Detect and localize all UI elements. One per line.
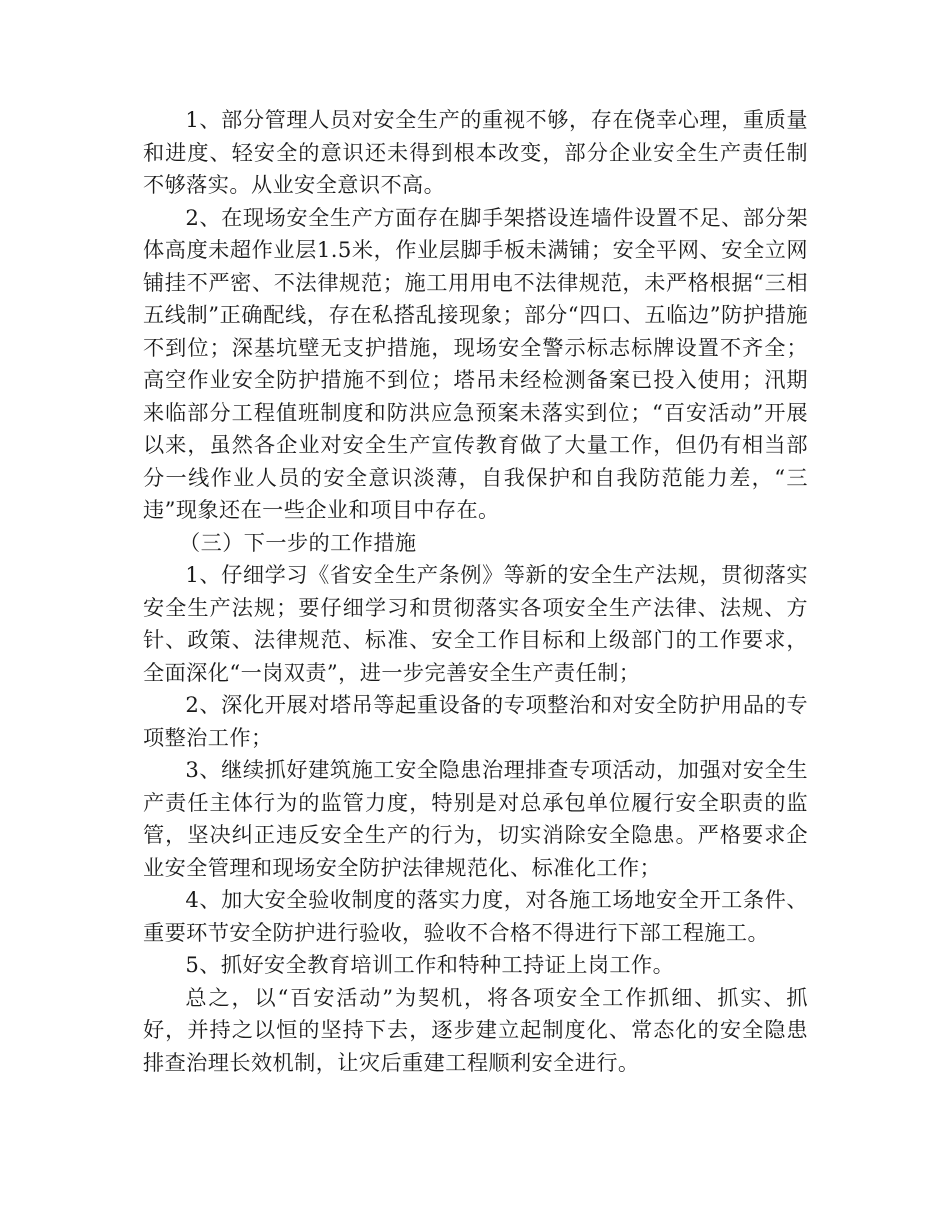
paragraph-4: 2、深化开展对塔吊等起重设备的专项整治和对安全防护用品的专项整治工作； (143, 692, 808, 750)
paragraph-7: 5、抓好安全教育培训工作和特种工持证上岗工作。 (185, 952, 675, 977)
paragraph-6: 4、加大安全验收制度的落实力度，对各施工场地安全开工条件、重要环节安全防护进行验收，验收不合格不得进行下部工程施工。 (143, 887, 808, 945)
paragraph-3: 1、仔细学习《省安全生产条例》等新的安全生产法规，贯彻落实安全生产法规；要仔细学习和贯彻落实各项安全生产法律、法规、方针、政策、法律规范、标准、安全工作目标和上级部门的工作要求，全面深化“一岗双责”，进一步完善安全生产责任制； (143, 562, 808, 685)
paragraph-1: 1、部分管理人员对安全生产的重视不够，存在侥幸心理，重质量和进度、轻安全的意识还未得到根本改变，部分企业安全生产责任制不够落实。从业安全意识不高。 (143, 107, 808, 197)
section-heading: （三）下一步的工作措施 (179, 529, 417, 555)
paragraph-8: 总之，以“百安活动”为契机，将各项安全工作抓细、抓实、抓好，并持之以恒的坚持下去，逐步建立起制度化、常态化的安全隐患排查治理长效机制，让灾后重建工程顺利安全进行。 (143, 984, 808, 1075)
document-body (143, 104, 808, 1079)
paragraph-5: 3、继续抓好建筑施工安全隐患治理排查专项活动，加强对安全生产责任主体行为的监管力度，特别是对总承包单位履行安全职责的监管，坚决纠正违反安全生产的行为，切实消除安全隐患。严格要求企业安全管理和现场安全防护法律规范化、标准化工作； (143, 757, 808, 880)
paragraph-2: 2、在现场安全生产方面存在脚手架搭设连墙件设置不足、部分架体高度未超作业层1.5米，作业层脚手板未满铺；安全平网、安全立网铺挂不严密、不法律规范；施工用用电不法律规范，未严格根据“三相五线制”正确配线，存在私搭乱接现象；部分“四口、五临边”防护措施不到位；深基坑壁无支护措施，现场安全警示标志标牌设置不齐全；高空作业安全防护措施不到位；塔吊未经检测备案已投入使用；汛期来临部分工程值班制度和防洪应急预案未落实到位；“百安活动”开展以来，虽然各企业对安全生产宣传教育做了大量工作，但仍有相当部分一线作业人员的安全意识淡薄，自我保护和自我防范能力差，“三违”现象还在一些企业和项目中存在。 (143, 204, 808, 522)
